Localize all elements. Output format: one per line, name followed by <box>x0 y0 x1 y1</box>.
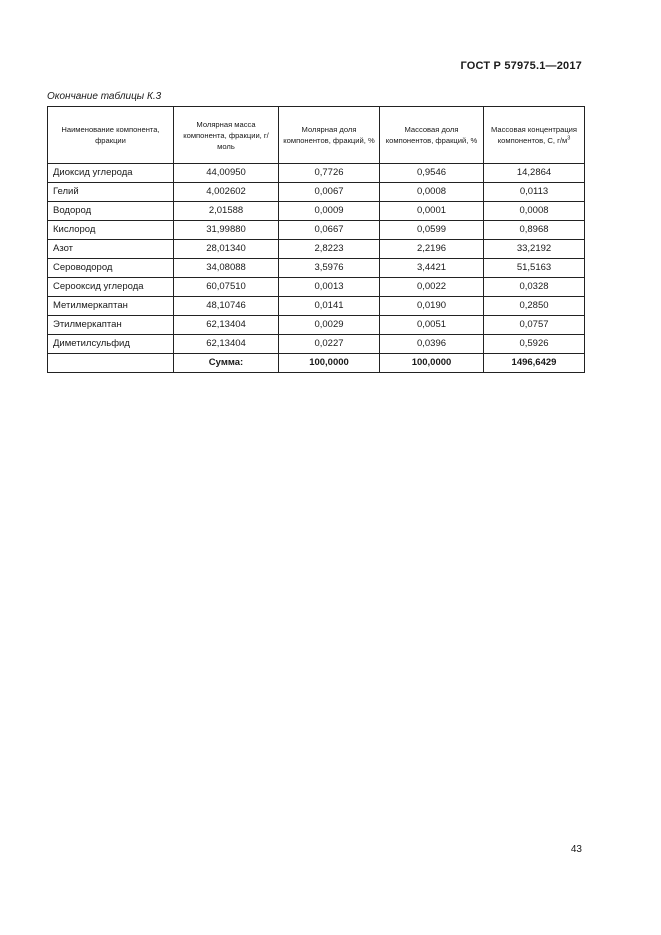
mass-concentration-label: Массовая концентрация компонентов, C, г/м <box>490 125 578 145</box>
col-header-molar-fraction: Молярная доля компонентов, фракций, % <box>279 107 380 164</box>
mass-fraction-cell: 0,0022 <box>380 278 484 297</box>
component-name-cell: Этилмеркаптан <box>48 316 174 335</box>
mass-fraction-cell: 3,4421 <box>380 259 484 278</box>
component-name-cell: Метилмеркаптан <box>48 297 174 316</box>
table-row <box>48 183 585 202</box>
table-body <box>48 164 585 354</box>
mass-concentration-cell: 0,0757 <box>484 316 585 335</box>
total-name-cell <box>48 354 174 373</box>
table-row <box>48 335 585 354</box>
molar-fraction-cell: 0,0067 <box>279 183 380 202</box>
molar-mass-cell: 28,01340 <box>174 240 279 259</box>
molar-mass-cell: 48,10746 <box>174 297 279 316</box>
molar-fraction-cell: 3,5976 <box>279 259 380 278</box>
mass-fraction-cell: 0,0599 <box>380 221 484 240</box>
mass-concentration-cell: 0,2850 <box>484 297 585 316</box>
mass-concentration-cell: 14,2864 <box>484 164 585 183</box>
components-table <box>47 106 585 373</box>
total-mass-fraction-cell: 100,0000 <box>380 354 484 373</box>
mass-fraction-cell: 0,0396 <box>380 335 484 354</box>
col-header-mass-fraction: Массовая доля компонентов, фракций, % <box>380 107 484 164</box>
mass-fraction-cell: 0,0001 <box>380 202 484 221</box>
total-mass-concentration-cell: 1496,6429 <box>484 354 585 373</box>
page-number: 43 <box>570 844 582 855</box>
molar-mass-cell: 34,08088 <box>174 259 279 278</box>
mass-fraction-cell: 2,2196 <box>380 240 484 259</box>
molar-mass-cell: 31,99880 <box>174 221 279 240</box>
total-molar-fraction-cell: 100,0000 <box>279 354 380 373</box>
component-name-cell: Гелий <box>48 183 174 202</box>
molar-fraction-cell: 0,0009 <box>279 202 380 221</box>
component-name-cell: Диметилсульфид <box>48 335 174 354</box>
table-caption: Окончание таблицы К.3 <box>47 91 162 102</box>
molar-mass-cell: 60,07510 <box>174 278 279 297</box>
molar-fraction-cell: 0,0227 <box>279 335 380 354</box>
molar-fraction-cell: 0,7726 <box>279 164 380 183</box>
unit-superscript: 3 <box>567 135 571 142</box>
table-row <box>48 297 585 316</box>
molar-fraction-cell: 0,0029 <box>279 316 380 335</box>
mass-fraction-cell: 0,0190 <box>380 297 484 316</box>
component-name-cell: Азот <box>48 240 174 259</box>
mass-concentration-cell: 0,0008 <box>484 202 585 221</box>
mass-fraction-cell: 0,0051 <box>380 316 484 335</box>
table-row <box>48 202 585 221</box>
component-name-cell: Водород <box>48 202 174 221</box>
mass-concentration-cell: 0,0113 <box>484 183 585 202</box>
table-total-row <box>48 354 585 373</box>
mass-concentration-cell: 51,5163 <box>484 259 585 278</box>
table-row <box>48 240 585 259</box>
mass-fraction-cell: 0,0008 <box>380 183 484 202</box>
molar-fraction-cell: 0,0667 <box>279 221 380 240</box>
molar-mass-cell: 4,002602 <box>174 183 279 202</box>
molar-mass-cell: 2,01588 <box>174 202 279 221</box>
col-header-molar-mass: Молярная масса компонента, фракции, г/моль <box>174 107 279 164</box>
col-header-mass-concentration <box>484 107 585 164</box>
table-row <box>48 278 585 297</box>
table-header-row <box>48 107 585 164</box>
component-name-cell: Диоксид углерода <box>48 164 174 183</box>
table-row <box>48 259 585 278</box>
molar-mass-cell: 62,13404 <box>174 335 279 354</box>
component-name-cell: Кислород <box>48 221 174 240</box>
component-name-cell: Сероводород <box>48 259 174 278</box>
molar-fraction-cell: 2,8223 <box>279 240 380 259</box>
mass-fraction-cell: 0,9546 <box>380 164 484 183</box>
table-row <box>48 221 585 240</box>
table-row <box>48 316 585 335</box>
molar-mass-cell: 44,00950 <box>174 164 279 183</box>
component-name-cell: Серооксид углерода <box>48 278 174 297</box>
total-label-cell: Сумма: <box>174 354 279 373</box>
document-code: ГОСТ Р 57975.1—2017 <box>460 60 582 72</box>
molar-fraction-cell: 0,0141 <box>279 297 380 316</box>
molar-fraction-cell: 0,0013 <box>279 278 380 297</box>
mass-concentration-cell: 33,2192 <box>484 240 585 259</box>
mass-concentration-cell: 0,5926 <box>484 335 585 354</box>
molar-mass-cell: 62,13404 <box>174 316 279 335</box>
mass-concentration-cell: 0,0328 <box>484 278 585 297</box>
mass-concentration-cell: 0,8968 <box>484 221 585 240</box>
table-row <box>48 164 585 183</box>
col-header-component: Наименование компонента, фракции <box>48 107 174 164</box>
